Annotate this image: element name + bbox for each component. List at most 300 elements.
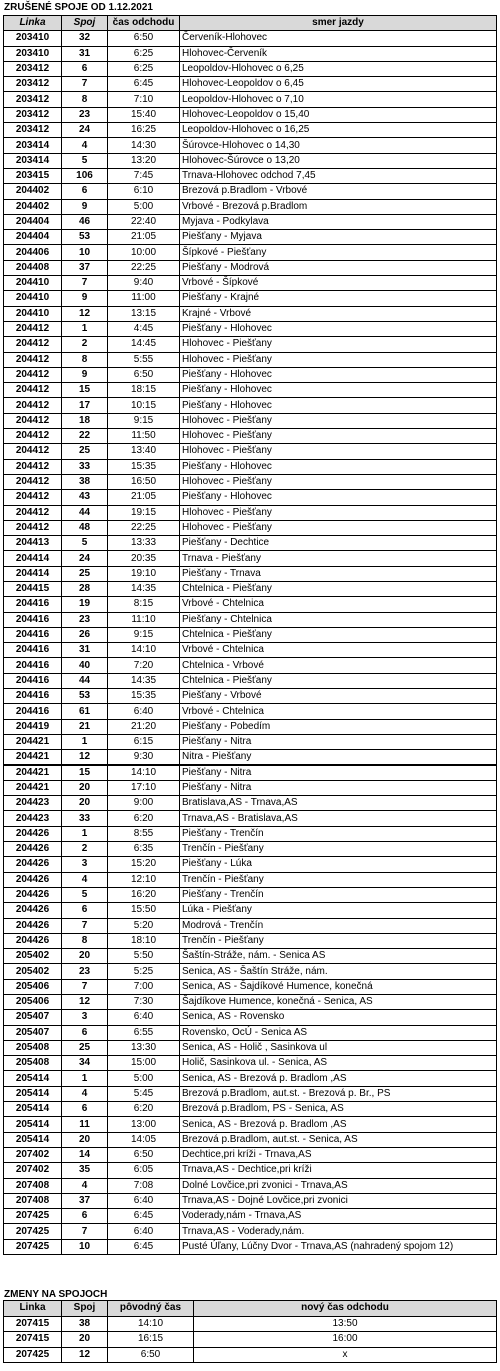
cell-time: 6:50 (108, 1147, 180, 1162)
cell-time: 21:20 (108, 719, 180, 734)
cell-time: 15:20 (108, 857, 180, 872)
table-row (4, 444, 497, 459)
cell-spoj: 28 (62, 581, 108, 596)
cell-last: Bratislava,AS - Trnava,AS (180, 796, 497, 811)
cell-time: 6:05 (108, 1163, 180, 1178)
cell-spoj: 38 (62, 1316, 108, 1332)
table-row (4, 168, 497, 183)
cell-time: 14:05 (108, 1132, 180, 1147)
cell-last: x (194, 1347, 497, 1363)
cell-linka: 205406 (4, 979, 62, 994)
cell-time: 14:10 (108, 1316, 194, 1332)
cell-last: Piešťany - Hlohovec (180, 367, 497, 382)
header-linka: Linka (4, 1301, 62, 1317)
cell-linka: 204426 (4, 903, 62, 918)
cell-time: 13:20 (108, 153, 180, 168)
table-row (4, 1332, 497, 1348)
cell-last: Chtelnica - Piešťany (180, 673, 497, 688)
changed-connections-table (3, 1300, 497, 1363)
cell-spoj: 32 (62, 31, 108, 46)
cell-linka: 204412 (4, 429, 62, 444)
table-row (4, 138, 497, 153)
table-row (4, 520, 497, 535)
cell-last: Piešťany - Chtelnica (180, 612, 497, 627)
table-row (4, 429, 497, 444)
cell-time: 6:25 (108, 46, 180, 61)
cell-time: 22:25 (108, 260, 180, 275)
cell-linka: 205414 (4, 1132, 62, 1147)
cell-spoj: 9 (62, 367, 108, 382)
table-row (4, 918, 497, 933)
cell-linka: 205414 (4, 1117, 62, 1132)
table-row (4, 199, 497, 214)
table-row (4, 46, 497, 61)
cell-last: Šípkové - Piešťany (180, 245, 497, 260)
table-row (4, 765, 497, 780)
cell-last: Senica, AS - Brezová p. Bradlom ,AS (180, 1117, 497, 1132)
table-row (4, 1025, 497, 1040)
cell-spoj: 22 (62, 429, 108, 444)
table-row (4, 627, 497, 642)
table-row (4, 184, 497, 199)
cell-spoj: 4 (62, 1086, 108, 1101)
cell-last: Piešťany - Nitra (180, 734, 497, 749)
cell-linka: 204421 (4, 780, 62, 795)
cell-linka: 204426 (4, 857, 62, 872)
cell-last: Lúka - Piešťany (180, 903, 497, 918)
cell-spoj: 37 (62, 260, 108, 275)
cell-time: 15:00 (108, 1056, 180, 1071)
table-row (4, 1010, 497, 1025)
cell-last: Senica, AS - Šajdíkové Humence, konečná (180, 979, 497, 994)
cell-last: Hlohovec-Leopoldov o 15,40 (180, 107, 497, 122)
table-row (4, 1209, 497, 1224)
table-row (4, 1193, 497, 1208)
cell-time: 10:15 (108, 398, 180, 413)
table-row (4, 474, 497, 489)
cell-spoj: 5 (62, 536, 108, 551)
cell-linka: 204410 (4, 276, 62, 291)
table-row (4, 337, 497, 352)
cell-linka: 207415 (4, 1316, 62, 1332)
cell-spoj: 1 (62, 1071, 108, 1086)
cell-time: 13:00 (108, 1117, 180, 1132)
section-title-changes: ZMENY NA SPOJOCH (4, 1289, 108, 1300)
cell-last: Hlohovec - Piešťany (180, 413, 497, 428)
cell-linka: 204416 (4, 612, 62, 627)
table-row (4, 796, 497, 811)
cell-time: 15:35 (108, 689, 180, 704)
cell-time: 6:45 (108, 77, 180, 92)
cell-linka: 207425 (4, 1224, 62, 1239)
cell-spoj: 5 (62, 887, 108, 902)
cell-last: Hlohovec - Piešťany (180, 505, 497, 520)
cell-time: 22:25 (108, 520, 180, 535)
cell-linka: 204412 (4, 413, 62, 428)
cell-spoj: 43 (62, 490, 108, 505)
cell-spoj: 53 (62, 230, 108, 245)
cell-linka: 204416 (4, 597, 62, 612)
table-row (4, 61, 497, 76)
cell-linka: 205406 (4, 995, 62, 1010)
cell-spoj: 24 (62, 551, 108, 566)
cell-time: 5:25 (108, 964, 180, 979)
cell-spoj: 6 (62, 1102, 108, 1117)
table-row (4, 872, 497, 887)
table-row (4, 1347, 497, 1363)
cell-spoj: 18 (62, 413, 108, 428)
cell-spoj: 6 (62, 1209, 108, 1224)
cell-time: 8:55 (108, 826, 180, 841)
cell-linka: 204410 (4, 306, 62, 321)
cell-linka: 204412 (4, 383, 62, 398)
cell-time: 12:10 (108, 872, 180, 887)
cell-linka: 203412 (4, 61, 62, 76)
cell-linka: 204426 (4, 872, 62, 887)
cell-linka: 205407 (4, 1010, 62, 1025)
cell-spoj: 34 (62, 1056, 108, 1071)
cell-time: 7:20 (108, 658, 180, 673)
table-row (4, 321, 497, 336)
cell-spoj: 33 (62, 459, 108, 474)
table-row (4, 1102, 497, 1117)
cell-time: 9:15 (108, 413, 180, 428)
cell-linka: 205408 (4, 1040, 62, 1055)
cell-linka: 204414 (4, 551, 62, 566)
table-row (4, 31, 497, 46)
cell-time: 9:00 (108, 796, 180, 811)
cell-spoj: 20 (62, 1332, 108, 1348)
table-row (4, 383, 497, 398)
cell-spoj: 106 (62, 168, 108, 183)
cell-last: Brezová p.Bradlom, PS - Senica, AS (180, 1102, 497, 1117)
cell-last: Piešťany - Trenčín (180, 826, 497, 841)
cell-time: 8:15 (108, 597, 180, 612)
cell-time: 16:25 (108, 123, 180, 138)
table-row (4, 995, 497, 1010)
cell-time: 5:20 (108, 918, 180, 933)
cell-time: 6:40 (108, 1224, 180, 1239)
cell-last: 13:50 (194, 1316, 497, 1332)
cell-linka: 204402 (4, 184, 62, 199)
cell-spoj: 31 (62, 46, 108, 61)
cell-spoj: 8 (62, 92, 108, 107)
cell-spoj: 15 (62, 765, 108, 780)
table-row (4, 581, 497, 596)
cell-spoj: 8 (62, 352, 108, 367)
cell-last: Piešťany - Trnava (180, 566, 497, 581)
cell-spoj: 5 (62, 153, 108, 168)
cell-spoj: 2 (62, 337, 108, 352)
cell-time: 16:20 (108, 887, 180, 902)
cell-last: Vrbové - Chtelnica (180, 704, 497, 719)
header-departure-time: čas odchodu (108, 16, 180, 31)
cell-linka: 207402 (4, 1147, 62, 1162)
cell-linka: 203415 (4, 168, 62, 183)
cell-last: Brezová p.Bradlom - Vrbové (180, 184, 497, 199)
table-row (4, 1163, 497, 1178)
cell-time: 6:25 (108, 61, 180, 76)
cell-last: Trnava - Piešťany (180, 551, 497, 566)
cell-time: 6:55 (108, 1025, 180, 1040)
table-row (4, 352, 497, 367)
cell-last: Trenčín - Piešťany (180, 872, 497, 887)
table-row (4, 367, 497, 382)
cell-last: Leopoldov-Hlohovec o 16,25 (180, 123, 497, 138)
cell-spoj: 35 (62, 1163, 108, 1178)
cell-linka: 204421 (4, 734, 62, 749)
cell-spoj: 25 (62, 1040, 108, 1055)
cell-last: Piešťany - Nitra (180, 765, 497, 780)
header-spoj: Spoj (62, 1301, 108, 1317)
table-row (4, 811, 497, 826)
cell-time: 17:10 (108, 780, 180, 795)
cell-spoj: 12 (62, 306, 108, 321)
cell-linka: 207425 (4, 1347, 62, 1363)
table-row (4, 643, 497, 658)
cell-time: 6:40 (108, 704, 180, 719)
cell-time: 6:15 (108, 734, 180, 749)
cell-time: 13:33 (108, 536, 180, 551)
cell-last: Šaštín-Stráže, nám. - Senica AS (180, 949, 497, 964)
cell-last: Dolné Lovčice,pri zvonici - Trnava,AS (180, 1178, 497, 1193)
cell-spoj: 6 (62, 903, 108, 918)
cell-spoj: 7 (62, 1224, 108, 1239)
cell-spoj: 1 (62, 826, 108, 841)
cell-linka: 204426 (4, 842, 62, 857)
cell-spoj: 6 (62, 61, 108, 76)
cell-time: 14:35 (108, 673, 180, 688)
cell-time: 7:00 (108, 979, 180, 994)
cell-last: Senica, AS - Brezová p. Bradlom ,AS (180, 1071, 497, 1086)
table-row (4, 551, 497, 566)
cell-time: 20:35 (108, 551, 180, 566)
table-row (4, 857, 497, 872)
cell-time: 6:50 (108, 1347, 194, 1363)
cell-last: Vrbové - Chtelnica (180, 597, 497, 612)
cell-linka: 204419 (4, 719, 62, 734)
cell-spoj: 31 (62, 643, 108, 658)
table-header-row (4, 1301, 497, 1317)
cell-spoj: 14 (62, 1147, 108, 1162)
cell-time: 6:50 (108, 367, 180, 382)
cell-spoj: 9 (62, 199, 108, 214)
cell-time: 7:08 (108, 1178, 180, 1193)
cell-linka: 204416 (4, 673, 62, 688)
cell-last: Piešťany - Trenčín (180, 887, 497, 902)
cell-time: 15:50 (108, 903, 180, 918)
cell-last: Senica, AS - Holič , Sasinkova ul (180, 1040, 497, 1055)
cell-last: Brezová p.Bradlom, aut.st. - Senica, AS (180, 1132, 497, 1147)
cell-time: 6:50 (108, 31, 180, 46)
cell-time: 11:10 (108, 612, 180, 627)
cell-linka: 205414 (4, 1102, 62, 1117)
table-row (4, 826, 497, 841)
cell-time: 5:55 (108, 352, 180, 367)
cell-time: 14:10 (108, 643, 180, 658)
cell-last: Senica, AS - Šaštín Stráže, nám. (180, 964, 497, 979)
header-original-time: pôvodný čas (108, 1301, 194, 1317)
cell-time: 13:15 (108, 306, 180, 321)
table-row (4, 1132, 497, 1147)
cell-linka: 203412 (4, 123, 62, 138)
cell-spoj: 6 (62, 1025, 108, 1040)
cell-linka: 204412 (4, 337, 62, 352)
cell-spoj: 61 (62, 704, 108, 719)
cell-time: 22:40 (108, 214, 180, 229)
cell-linka: 205402 (4, 964, 62, 979)
cell-last: Šúrovce-Hlohovec o 14,30 (180, 138, 497, 153)
cell-linka: 207425 (4, 1209, 62, 1224)
cell-last: Hlohovec - Piešťany (180, 444, 497, 459)
cell-last: Trenčín - Piešťany (180, 933, 497, 948)
table-row (4, 979, 497, 994)
table-row (4, 245, 497, 260)
cell-last: Trnava,AS - Dojné Lovčice,pri zvonici (180, 1193, 497, 1208)
table-row (4, 1117, 497, 1132)
cell-spoj: 20 (62, 949, 108, 964)
table-row (4, 658, 497, 673)
cell-last: Piešťany - Modrová (180, 260, 497, 275)
cell-time: 10:00 (108, 245, 180, 260)
cell-time: 6:40 (108, 1193, 180, 1208)
cell-time: 6:45 (108, 1209, 180, 1224)
cell-spoj: 44 (62, 505, 108, 520)
cell-last: Senica, AS - Rovensko (180, 1010, 497, 1025)
cell-spoj: 10 (62, 1239, 108, 1254)
cell-linka: 204412 (4, 321, 62, 336)
table-row (4, 276, 497, 291)
section-title-cancelled: ZRUŠENÉ SPOJE OD 1.12.2021 (4, 2, 153, 13)
cell-time: 7:10 (108, 92, 180, 107)
cell-last: Piešťany - Hlohovec (180, 383, 497, 398)
cell-last: Trnava,AS - Bratislava,AS (180, 811, 497, 826)
cell-time: 7:45 (108, 168, 180, 183)
table-row (4, 490, 497, 505)
cell-linka: 204410 (4, 291, 62, 306)
cell-last: Chtelnica - Piešťany (180, 581, 497, 596)
cell-time: 14:35 (108, 581, 180, 596)
table-row (4, 1147, 497, 1162)
table-row (4, 780, 497, 795)
table-row (4, 597, 497, 612)
cell-linka: 204426 (4, 826, 62, 841)
cell-time: 5:00 (108, 199, 180, 214)
cell-linka: 207425 (4, 1239, 62, 1254)
cell-last: Šajdíkove Humence, konečná - Senica, AS (180, 995, 497, 1010)
cell-time: 9:40 (108, 276, 180, 291)
cell-linka: 207415 (4, 1332, 62, 1348)
header-linka: Linka (4, 16, 62, 31)
table-row (4, 1178, 497, 1193)
cell-linka: 204426 (4, 918, 62, 933)
cell-last: Hlohovec-Červeník (180, 46, 497, 61)
cell-spoj: 24 (62, 123, 108, 138)
cell-time: 6:10 (108, 184, 180, 199)
cell-linka: 204416 (4, 704, 62, 719)
cell-last: Vrbové - Šípkové (180, 276, 497, 291)
cell-linka: 204423 (4, 811, 62, 826)
cell-time: 7:30 (108, 995, 180, 1010)
table-header-row (4, 16, 497, 31)
table-row (4, 77, 497, 92)
cell-spoj: 8 (62, 933, 108, 948)
table-row (4, 505, 497, 520)
table-row (4, 398, 497, 413)
cell-time: 6:40 (108, 1010, 180, 1025)
cell-spoj: 9 (62, 291, 108, 306)
cell-time: 15:40 (108, 107, 180, 122)
cell-linka: 204413 (4, 536, 62, 551)
table-row (4, 260, 497, 275)
cell-spoj: 25 (62, 444, 108, 459)
cell-spoj: 23 (62, 964, 108, 979)
cell-time: 18:15 (108, 383, 180, 398)
cell-linka: 204412 (4, 459, 62, 474)
cell-linka: 204412 (4, 520, 62, 535)
cell-linka: 204406 (4, 245, 62, 260)
cell-linka: 203414 (4, 138, 62, 153)
cell-spoj: 23 (62, 107, 108, 122)
cell-last: Trnava-Hlohovec odchod 7,45 (180, 168, 497, 183)
cell-last: Chtelnica - Vrbové (180, 658, 497, 673)
cell-last: Trnava,AS - Voderady,nám. (180, 1224, 497, 1239)
cell-linka: 204402 (4, 199, 62, 214)
table-row (4, 704, 497, 719)
cell-last: Piešťany - Dechtice (180, 536, 497, 551)
cell-last: Brezová p.Bradlom, aut.st. - Brezová p. Br., PS (180, 1086, 497, 1101)
cell-linka: 205414 (4, 1086, 62, 1101)
cell-linka: 204404 (4, 230, 62, 245)
table-row (4, 123, 497, 138)
cell-last: 16:00 (194, 1332, 497, 1348)
cell-spoj: 1 (62, 734, 108, 749)
header-direction: smer jazdy (180, 16, 497, 31)
cell-spoj: 4 (62, 1178, 108, 1193)
cell-spoj: 3 (62, 1010, 108, 1025)
cell-time: 14:10 (108, 765, 180, 780)
cell-last: Hlohovec - Piešťany (180, 474, 497, 489)
table-row (4, 230, 497, 245)
table-row (4, 842, 497, 857)
table-row (4, 107, 497, 122)
cell-last: Hlohovec - Piešťany (180, 337, 497, 352)
cell-linka: 203412 (4, 92, 62, 107)
cell-time: 14:30 (108, 138, 180, 153)
cell-spoj: 25 (62, 566, 108, 581)
cell-time: 11:00 (108, 291, 180, 306)
cell-linka: 204416 (4, 689, 62, 704)
table-row (4, 1040, 497, 1055)
table-row (4, 949, 497, 964)
cancelled-connections-table (3, 15, 497, 1255)
cell-last: Hlohovec-Leopoldov o 6,45 (180, 77, 497, 92)
table-row (4, 413, 497, 428)
cell-spoj: 38 (62, 474, 108, 489)
cell-spoj: 12 (62, 750, 108, 765)
header-new-time: nový čas odchodu (194, 1301, 497, 1317)
cell-last: Piešťany - Krajné (180, 291, 497, 306)
table-row (4, 153, 497, 168)
table-row (4, 719, 497, 734)
table-row (4, 459, 497, 474)
cell-last: Pusté Úľany, Lúčny Dvor - Trnava,AS (nahradený spojom 12) (180, 1239, 497, 1254)
cell-linka: 204414 (4, 566, 62, 581)
table-row (4, 933, 497, 948)
cell-time: 5:50 (108, 949, 180, 964)
cell-time: 18:10 (108, 933, 180, 948)
cell-spoj: 12 (62, 1347, 108, 1363)
